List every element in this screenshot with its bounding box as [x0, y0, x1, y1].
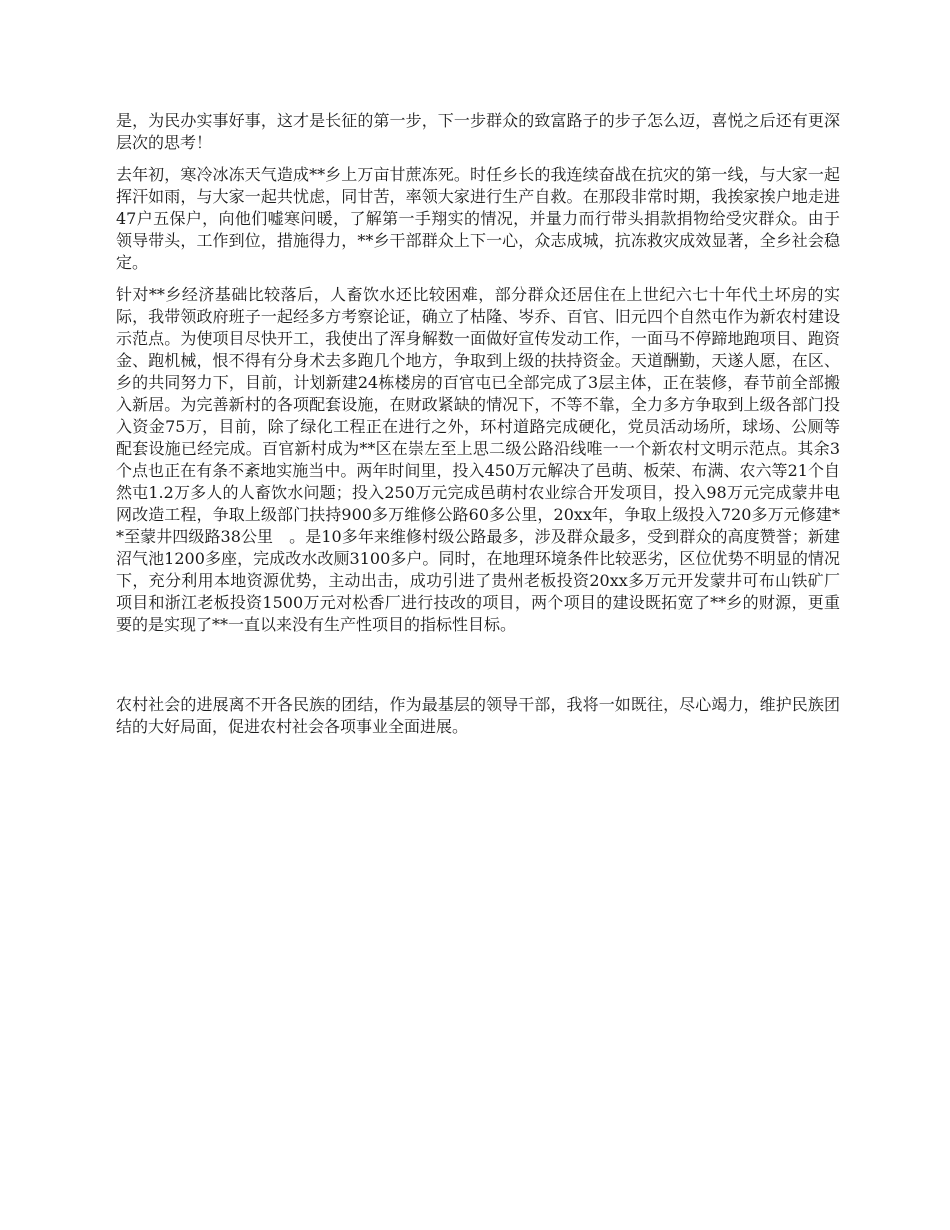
paragraph-1: 是，为民办实事好事，这才是长征的第一步，下一步群众的致富路子的步子怎么迈，喜悦之后还有更深层次的思考！ — [116, 111, 840, 152]
document-body — [116, 110, 840, 748]
paragraph-3: 针对**乡经济基础比较落后，人畜饮水还比较困难，部分群众还居住在上世纪六七十年代土坏房的实际，我带领政府班子一起经多方考察论证，确立了枯隆、岑乔、百官、旧元四个自然屯作为新农村建设示范点。为使项目尽快开工，我使出了浑身解数一面做好宣传发动工作，一面马不停蹄地跑项目、跑资金、跑机械，恨不得有分身术去多跑几个地方，争取到上级的扶持资金。天道酬勤，天遂人愿，在区、乡的共同努力下，目前，计划新建24栋楼房的百官屯已全部完成了3层主体，正在装修，春节前全部搬入新居。为完善新村的各项配套设施，在财政紧缺的情况下，不等不靠，全力多方争取到上级各部门投入资金75万，目前，除了绿化工程正在进行之外，环村道路完成硬化，党员活动场所，球场、公厕等配套设施已经完成。百官新村成为**区在崇左至上思二级公路沿线唯一一个新农村文明示范点。其余3个点也正在有条不紊地实施当中。两年时间里，投入450万元解决了邑萌、板荣、布满、农六等21个自然屯1.2万多人的人畜饮水问题；投入250万元完成邑萌村农业综合开发项目，投入98万元完成蒙井电网改造工程，争取上级部门扶持900多万维修公路60多公里，20xx年，争取上级投入720多万元修建**至蒙井四级路38公里 。是10多年来维修村级公路最多，涉及群众最多，受到群众的高度赞誉；新建沼气池1200多座，完成改水改厕3100多户。同时，在地理环境条件比较恶劣，区位优势不明显的情况下，充分利用本地资源优势，主动出击，成功引进了贵州老板投资20xx多万元开发蒙井可布山铁矿厂项目和浙江老板投资1500万元对松香厂进行技改的项目，两个项目的建设既拓宽了**乡的财源，更重要的是实现了**一直以来没有生产性项目的指标性目标。 — [116, 285, 840, 634]
paragraph-4: 农村社会的进展离不开各民族的团结，作为最基层的领导干部，我将一如既往，尽心竭力，维护民族团结的大好局面，促进农村社会各项事业全面进展。 — [116, 695, 840, 736]
paragraph-2: 去年初，寒冷冰冻天气造成**乡上万亩甘蔗冻死。时任乡长的我连续奋战在抗灾的第一线，与大家一起挥汗如雨，与大家一起共忧虑，同甘苦，率领大家进行生产自救。在那段非常时期，我挨家挨户地走进47户五保户，向他们嘘寒问暖，了解第一手翔实的情况，并量力而行带头捐款捐物给受灾群众。由于领导带头，工作到位，措施得力，**乡干部群众上下一心，众志成城，抗冻救灾成效显著，全乡社会稳定。 — [116, 165, 840, 272]
paragraph-spacer — [116, 646, 840, 694]
